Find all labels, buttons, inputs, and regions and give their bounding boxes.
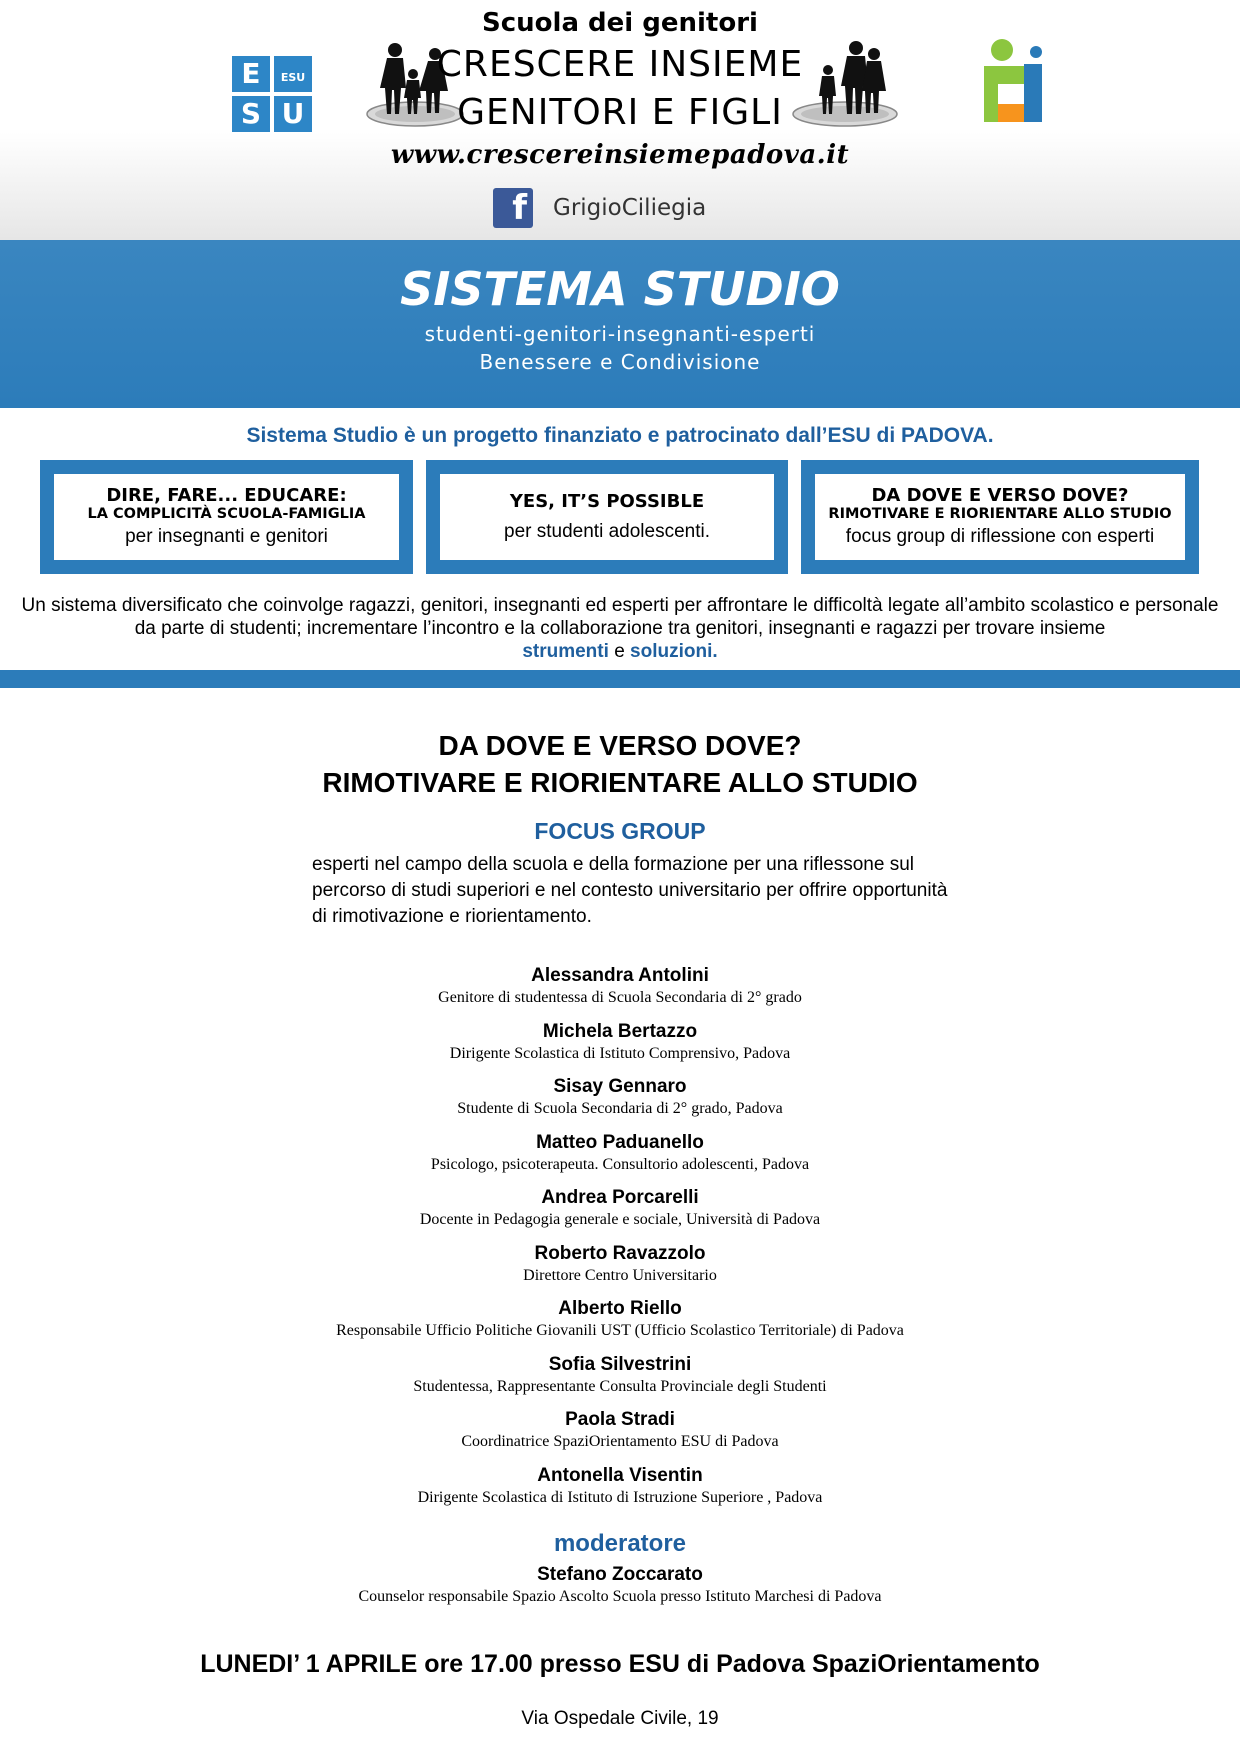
expert-item [0, 1020, 1240, 1076]
moderator-item [0, 1563, 1240, 1606]
intro-paragraph [14, 594, 1226, 663]
expert-role: Genitore di studentessa di Scuola Secondaria di 2° grado [438, 989, 802, 1006]
expert-name: Antonella Visentin [537, 1464, 703, 1486]
sistema-studio-banner [0, 240, 1240, 408]
expert-name: Andrea Porcarelli [541, 1187, 699, 1208]
expert-role: Studente di Scuola Secondaria di 2° grado, Padova [457, 1100, 783, 1117]
expert-name: Paola Stradi [565, 1409, 675, 1430]
focus-group-description: esperti nel campo della scuola e della formazione per una riflessone sul percorso di studi superiori e nel contesto universitario per offrire opportunità di rimotivazione e riorientamento. [312, 854, 948, 927]
banner-title: SISTEMA STUDIO [400, 262, 840, 316]
expert-role: Studentessa, Rappresentante Consulta Provinciale degli Studenti [413, 1377, 827, 1395]
school-name: Scuola dei genitori [482, 8, 758, 38]
moderator-role: Counselor responsabile Spazio Ascolto Scuola presso Istituto Marchesi di Padova [358, 1588, 882, 1605]
expert-role: Direttore Centro Universitario [523, 1266, 717, 1284]
expert-name: Sisay Gennaro [553, 1076, 687, 1097]
program-box-description: focus group di riflessione con esperti [845, 526, 1155, 547]
event-address: Via Ospedale Civile, 19 [521, 1708, 719, 1729]
expert-item [0, 1186, 1240, 1242]
project-title-line2: GENITORI E FIGLI [457, 92, 783, 133]
intro-highlight: strumenti [522, 641, 609, 662]
program-box [40, 460, 413, 574]
expert-item [0, 1075, 1240, 1131]
expert-role: Docente in Pedagogia generale e sociale, Università di Padova [419, 1211, 821, 1228]
expert-name: Michela Bertazzo [542, 1020, 698, 1042]
esu-logo-letter: E [232, 56, 270, 92]
funding-statement: Sistema Studio è un progetto finanziato e patrocinato dall’ESU di PADOVA. [246, 424, 994, 447]
event-title: DA DOVE E VERSO DOVE? [438, 730, 802, 761]
facebook-icon: f [493, 188, 533, 228]
project-title-line1: CRESCERE INSIEME [436, 44, 804, 85]
banner-subtitle: studenti-genitori-insegnanti-esperti [424, 322, 816, 346]
section-divider [0, 670, 1240, 688]
program-box-title: DA DOVE E VERSO DOVE? [871, 485, 1129, 506]
header [0, 0, 1240, 240]
esu-logo-letter: S [232, 96, 270, 132]
esu-logo-letter: U [274, 96, 312, 132]
expert-name: Roberto Ravazzolo [534, 1242, 706, 1264]
expert-role: Psicologo, psicoterapeuta. Consultorio adolescenti, Padova [430, 1155, 810, 1173]
expert-item [0, 1242, 1240, 1298]
program-box-title: DIRE, FARE... EDUCARE: [106, 485, 347, 506]
program-box-subtitle: LA COMPLICITÀ SCUOLA-FAMIGLIA [87, 506, 366, 522]
program-box [801, 460, 1199, 574]
facebook-page-name: GrigioCiliegia [553, 195, 707, 221]
expert-name: Alberto Riello [558, 1298, 682, 1319]
website-link[interactable]: www.crescereinsiemepadova.it [390, 140, 850, 170]
program-box-subtitle: RIMOTIVARE E RIORIENTARE ALLO STUDIO [828, 506, 1172, 522]
expert-name: Alessandra Antolini [531, 965, 709, 986]
program-box-description: per insegnanti e genitori [125, 526, 328, 547]
banner-subtitle: Benessere e Condivisione [479, 350, 761, 374]
expert-role: Dirigente Scolastica di Istituto di Istruzione Superiore , Padova [417, 1488, 823, 1506]
experts-list [0, 964, 1240, 1519]
event-date-location: LUNEDI’ 1 APRILE ore 17.00 presso ESU di Padova SpaziOrientamento [200, 1650, 1040, 1678]
expert-item [0, 1297, 1240, 1353]
expert-name: Sofia Silvestrini [548, 1353, 692, 1375]
intro-highlight: soluzioni. [630, 641, 718, 662]
moderator-name: Stefano Zoccarato [537, 1564, 703, 1585]
expert-role: Responsabile Ufficio Politiche Giovanili UST (Ufficio Scolastico Territoriale) di Padova [336, 1322, 904, 1339]
expert-item [0, 964, 1240, 1020]
expert-item [0, 1131, 1240, 1187]
program-box-description: per studenti adolescenti. [504, 520, 710, 542]
expert-item [0, 1464, 1240, 1520]
esu-logo-letter: ESU [274, 56, 312, 92]
intro-conjunction: e [614, 641, 625, 662]
intro-text: Un sistema diversificato che coinvolge ragazzi, genitori, insegnanti ed esperti per affrontare le difficoltà legate all’ambito scolastico e personale da parte di studenti; incrementare l’incontro e la collaborazione tra genitori, insegnanti e ragazzi per trovare insieme [21, 595, 1219, 639]
expert-item [0, 1353, 1240, 1409]
expert-name: Matteo Paduanello [536, 1131, 704, 1153]
expert-role: Dirigente Scolastica di Istituto Comprensivo, Padova [449, 1044, 791, 1062]
program-box [426, 460, 788, 574]
moderator-label: moderatore [553, 1530, 687, 1557]
expert-role: Coordinatrice SpaziOrientamento ESU di Padova [461, 1433, 779, 1450]
program-box-title: YES, IT’S POSSIBLE [509, 490, 705, 512]
facebook-link[interactable] [493, 188, 706, 228]
expert-item [0, 1408, 1240, 1464]
event-title: RIMOTIVARE E RIORIENTARE ALLO STUDIO [322, 767, 918, 798]
focus-group-label: FOCUS GROUP [534, 818, 706, 844]
